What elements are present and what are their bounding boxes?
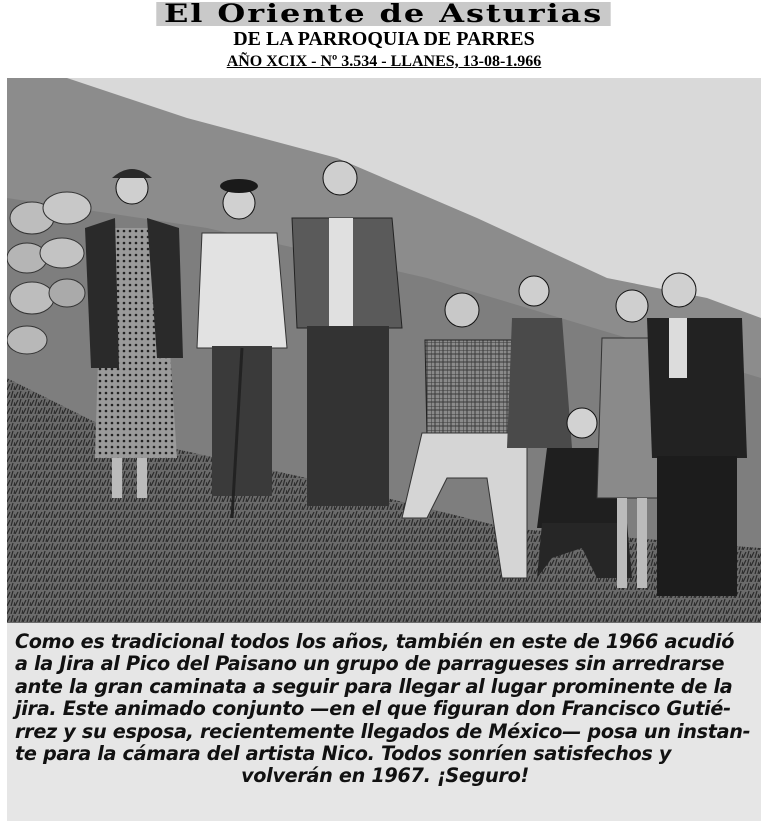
- caption-line: ante la gran caminata a seguir para llegar al lugar prominente de la: [15, 674, 733, 698]
- photo-illustration: [7, 78, 761, 623]
- caption-line: rrez y su esposa, recientemente llegados de México— posa un instan-: [15, 719, 751, 743]
- newspaper-title: El Oriente de Asturias: [157, 2, 612, 26]
- issue-line: AÑO XCIX - Nº 3.534 - LLANES, 13-08-1.966: [226, 53, 542, 70]
- caption-line: te para la cámara del artista Nico. Todos sonríen satisfechos y: [15, 742, 672, 766]
- caption-line: a la Jira al Pico del Paisano un grupo de parragueses sin arredrarse: [15, 652, 725, 676]
- caption-line: Como es tradicional todos los años, también en este de 1966 acudió: [15, 630, 735, 653]
- masthead: [0, 0, 768, 26]
- group-photograph: [7, 78, 761, 623]
- photo-caption: [7, 623, 761, 821]
- section-heading: DE LA PARROQUIA DE PARRES: [233, 28, 535, 50]
- caption-text: [15, 631, 755, 788]
- person-man-suit: [647, 273, 747, 596]
- caption-line: volverán en 1967. ¡Seguro!: [241, 764, 529, 788]
- caption-line: jira. Este animado conjunto —en el que figuran don Francisco Gutié-: [15, 697, 731, 721]
